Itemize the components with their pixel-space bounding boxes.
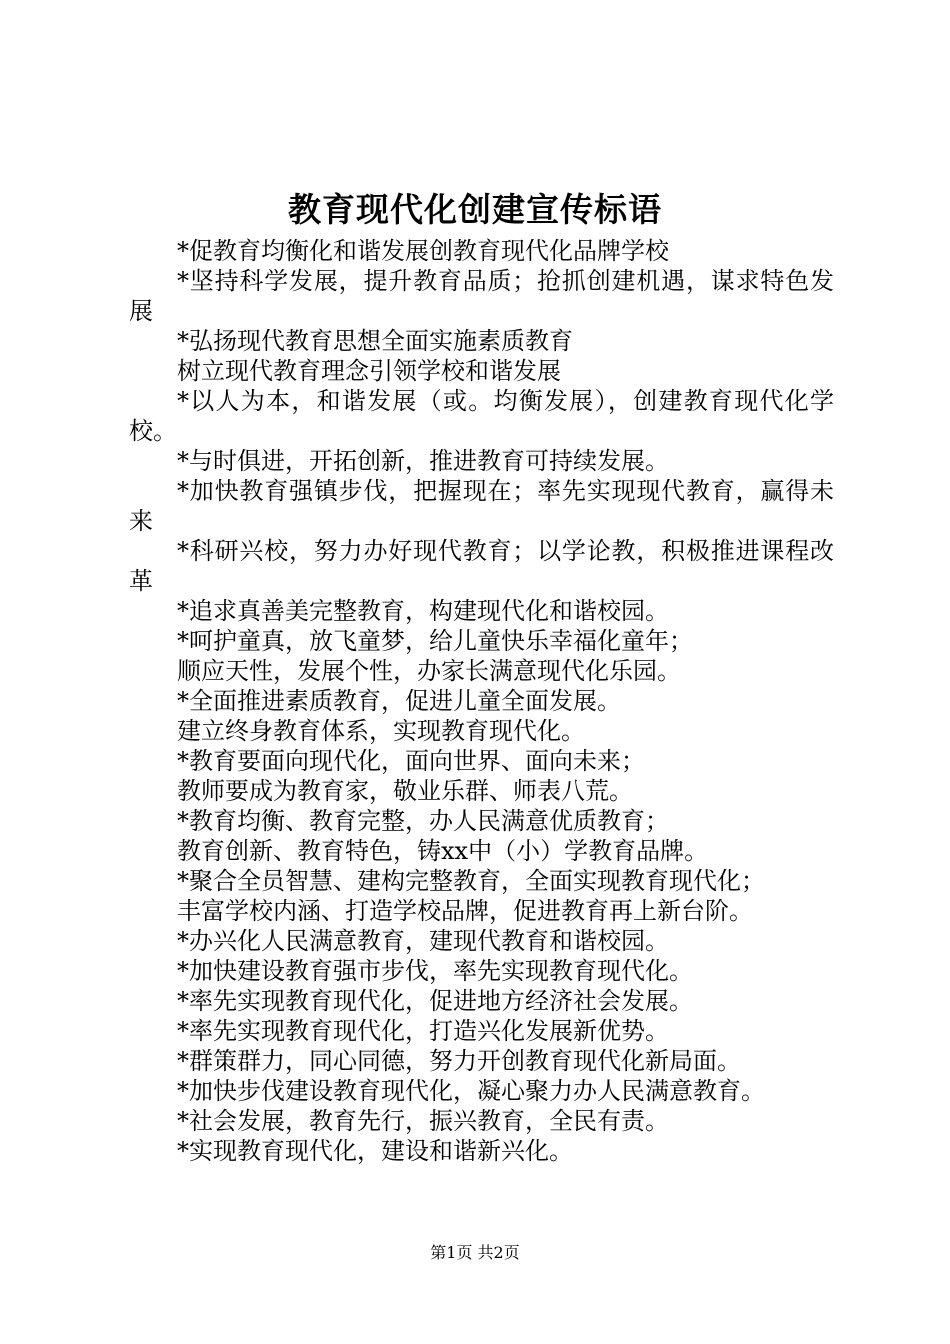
slogan-paragraph: 丰富学校内涵、打造学校品牌，促进教育再上新台阶。 bbox=[177, 897, 753, 925]
slogan-paragraph: *坚持科学发展，提升教育品质；抢抓创建机遇，谋求特色发展 bbox=[129, 267, 834, 325]
slogan-paragraph: *与时俱进，开拓创新，推进教育可持续发展。 bbox=[177, 447, 669, 475]
slogan-paragraph: 建立终身教育体系，实现教育现代化。 bbox=[177, 717, 585, 745]
slogan-paragraph: *呵护童真，放飞童梦，给儿童快乐幸福化童年； bbox=[177, 627, 693, 655]
slogan-paragraph: 树立现代教育理念引领学校和谐发展 bbox=[177, 357, 561, 385]
slogan-paragraph: *社会发展，教育先行，振兴教育，全民有责。 bbox=[177, 1107, 669, 1135]
document-title: 教育现代化创建宣传标语 bbox=[288, 190, 662, 229]
slogan-paragraph: *群策群力，同心同德，努力开创教育现代化新局面。 bbox=[177, 1047, 741, 1075]
slogan-list bbox=[129, 236, 834, 1166]
slogan-paragraph: 教育创新、教育特色，铸xx中（小）学教育品牌。 bbox=[177, 837, 709, 865]
slogan-paragraph: *率先实现教育现代化，打造兴化发展新优势。 bbox=[177, 1017, 669, 1045]
slogan-paragraph: *弘扬现代教育思想全面实施素质教育 bbox=[177, 327, 573, 355]
slogan-paragraph: *加快建设教育强市步伐，率先实现教育现代化。 bbox=[177, 957, 693, 985]
slogan-paragraph: *促教育均衡化和谐发展创教育现代化品牌学校 bbox=[177, 237, 669, 265]
slogan-paragraph: *追求真善美完整教育，构建现代化和谐校园。 bbox=[177, 597, 669, 625]
slogan-paragraph: 教师要成为教育家，敬业乐群、师表八荒。 bbox=[177, 777, 633, 805]
slogan-paragraph: *科研兴校，努力办好现代教育；以学论教，积极推进课程改革 bbox=[129, 537, 834, 595]
slogan-paragraph: *办兴化人民满意教育，建现代教育和谐校园。 bbox=[177, 927, 669, 955]
slogan-paragraph: *聚合全员智慧、建构完整教育，全面实现教育现代化； bbox=[177, 867, 765, 895]
slogan-paragraph: *加快教育强镇步伐，把握现在；率先实现现代教育，赢得未来 bbox=[129, 477, 834, 535]
slogan-paragraph: *全面推进素质教育，促进儿童全面发展。 bbox=[177, 687, 621, 715]
slogan-paragraph: *教育均衡、教育完整，办人民满意优质教育； bbox=[177, 807, 669, 835]
slogan-paragraph: *率先实现教育现代化，促进地方经济社会发展。 bbox=[177, 987, 693, 1015]
page-number-footer: 第1页 共2页 bbox=[430, 1243, 520, 1262]
slogan-paragraph: *加快步伐建设教育现代化，凝心聚力办人民满意教育。 bbox=[177, 1077, 765, 1105]
slogan-paragraph: 顺应天性，发展个性，办家长满意现代化乐园。 bbox=[177, 657, 681, 685]
slogan-paragraph: *教育要面向现代化，面向世界、面向未来； bbox=[177, 747, 645, 775]
slogan-paragraph: *以人为本，和谐发展（或。均衡发展），创建教育现代化学校。 bbox=[129, 387, 834, 445]
slogan-paragraph: *实现教育现代化，建设和谐新兴化。 bbox=[177, 1137, 573, 1165]
